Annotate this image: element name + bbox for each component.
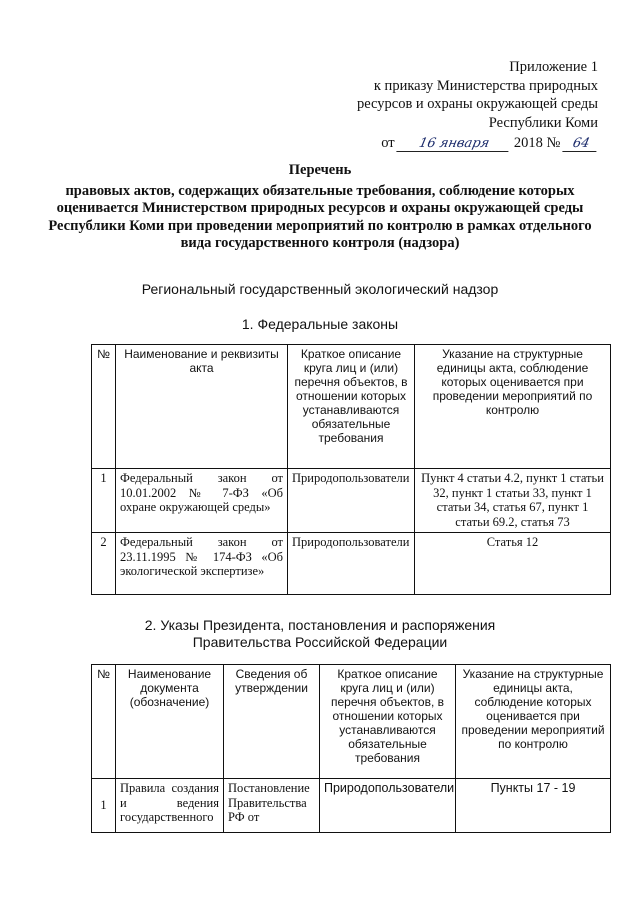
federal-laws-table [91,344,611,595]
row-num: 2 [92,533,116,595]
row-desc: Природопользователи [288,533,415,595]
row-num: 1 [92,469,116,533]
control-type-subtitle: Региональный государственный экологический надзор [141,281,499,297]
government-acts-table [91,664,611,833]
handwritten-number: 64 [562,136,599,152]
row-desc: Природопользователи [288,469,415,533]
section-2-heading [0,617,640,651]
section-1-heading: 1. Федеральные законы [241,316,399,332]
date-prefix: от [381,135,395,151]
title-heading: Перечень [288,162,352,178]
annex-line-1: Приложение 1 [509,59,598,75]
annex-date-line [357,134,598,153]
header-num: № [92,345,116,469]
annex-block [357,58,598,153]
year-number-label: 2018 № [513,135,561,151]
handwritten-date: 16 января [397,136,512,152]
annex-line-3: ресурсов и охраны окружающей среды [356,96,598,112]
row-units: Пункт 4 статьи 4.2, пункт 1 статьи 32, пункт 1 статьи 33, пункт 1 статьи 34, статья 67, пункт 1 статьи 69.2, статья 73 [415,469,611,533]
header-approval: Сведения об утверждении [224,665,320,779]
title-body: правовых актов, содержащих обязательные требования, соблюдение которых оценивается Министерством природных ресурсов и охраны окружающей среды Республики Коми при проведении мероприятий по контролю в рамках отдельного вида государственного контроля (надзора) [48,182,592,251]
row-name: Федеральный закон от 10.01.2002 № 7-ФЗ «Об охране окружающей среды» [116,469,288,533]
row-name: Правила создания и ведения государственного [116,779,224,833]
header-num: № [92,665,116,779]
row-units: Статья 12 [415,533,611,595]
section-2-heading-line-2: Правительства Российской Федерации [192,634,448,650]
document-title [40,162,600,253]
header-name: Наименование и реквизиты акта [116,345,288,469]
table-row [92,779,611,833]
header-units: Указание на структурные единицы акта, соблюдение которых оценивается при проведении мероприятий по контролю [415,345,611,469]
row-desc: Природопользователи [320,779,456,833]
annex-line-2: к приказу Министерства природных [373,77,598,94]
table-header-row [92,345,611,469]
header-desc: Краткое описание круга лиц и (или) перечня объектов, в отношении которых устанавливаются обязательные требования [320,665,456,779]
table-row [92,469,611,533]
section-2-heading-line-1: 2. Указы Президента, постановления и распоряжения [144,617,496,633]
row-name: Федеральный закон от 23.11.1995 № 174-ФЗ «Об экологической экспертизе» [116,533,288,595]
header-name: Наименование документа (обозначение) [116,665,224,779]
row-approval: Постановление Правительства РФ от [224,779,320,833]
table-row [92,533,611,595]
row-units: Пункты 17 - 19 [456,779,611,833]
header-units: Указание на структурные единицы акта, соблюдение которых оценивается при проведении мероприятий по контролю [456,665,611,779]
annex-line-4: Республики Коми [488,114,598,131]
row-num: 1 [92,779,116,833]
header-desc: Краткое описание круга лиц и (или) перечня объектов, в отношении которых устанавливаются обязательные требования [288,345,415,469]
table-header-row [92,665,611,779]
